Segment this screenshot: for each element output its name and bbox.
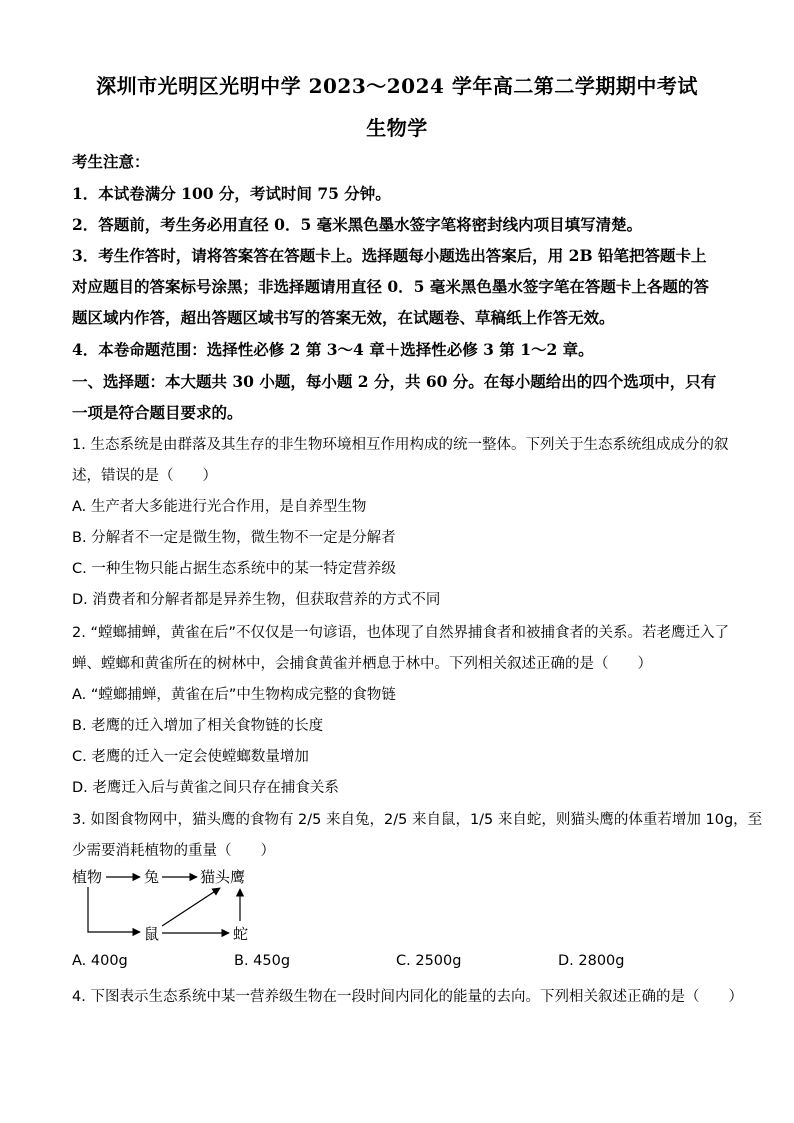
arrow-plant-to-mouse (88, 887, 140, 932)
q1-option-a: A. 生产者大多能进行光合作用，是自养型生物 (72, 499, 367, 515)
q3-option-b: B. 450g (234, 953, 291, 969)
q1-stem-line-1: 1. 生态系统是由群落及其生存的非生物环境相互作用构成的统一整体。下列关于生态系统组成成分的叙 (72, 437, 729, 453)
q2-stem-line-2: 蝉、螳螂和黄雀所在的树林中，会捕食黄雀并栖息于林中。下列相关叙述正确的是（ ） (72, 656, 652, 672)
notice-item-3: 3．考生作答时，请将答案答在答题卡上。选择题每小题选出答案后，用 2B 铅笔把答题卡上 (72, 246, 707, 265)
q2-stem-line-1: 2. “螳螂捕蝉，黄雀在后”不仅仅是一句谚语，也体现了自然界捕食者和被捕食者的关系。若老鹰迁入了 (72, 625, 729, 641)
q2-option-b: B. 老鹰的迁入增加了相关食物链的长度 (72, 718, 324, 734)
notice-item-4: 4．本卷命题范围：选择性必修 2 第 3～4 章＋选择性必修 3 第 1～2 章。 (72, 340, 594, 359)
notice-item-1: 1．本试卷满分 100 分，考试时间 75 分钟。 (72, 184, 391, 203)
notice-item-3-cont-2: 题区域内作答，超出答题区域书写的答案无效，在试题卷、草稿纸上作答无效。 (72, 308, 615, 327)
section-heading-line-1: 一、选择题：本大题共 30 小题，每小题 2 分，共 60 分。在每小题给出的四个选项中，只有 (72, 372, 717, 391)
node-snake: 蛇 (233, 925, 249, 943)
q3-option-d: D. 2800g (558, 953, 625, 969)
q2-option-d: D. 老鹰迁入后与黄雀之间只存在捕食关系 (72, 780, 339, 796)
notice-item-2: 2．答题前，考生务必用直径 0．5 毫米黑色墨水签字笔将密封线内项目填写清楚。 (72, 215, 643, 234)
q4-stem-line-1: 4. 下图表示生态系统中某一营养级生物在一段时间内同化的能量的去向。下列相关叙述正确的是（ ） (72, 989, 743, 1005)
node-plant: 植物 (72, 868, 103, 886)
q3-option-a: A. 400g (72, 953, 128, 969)
exam-title: 深圳市光明区光明中学 2023～2024 学年高二第二学期期中考试 (96, 74, 698, 98)
food-web-diagram (70, 866, 270, 944)
q3-option-c: C. 2500g (396, 953, 462, 969)
q1-option-d: D. 消费者和分解者都是异养生物，但获取营养的方式不同 (72, 592, 441, 608)
notice-item-3-cont-1: 对应题目的答案标号涂黑；非选择题请用直径 0．5 毫米黑色墨水签字笔在答题卡上各题的答 (72, 277, 709, 296)
node-rabbit: 兔 (144, 868, 160, 886)
node-owl: 猫头鹰 (200, 868, 246, 886)
section-heading-line-2: 一项是符合题目要求的。 (72, 403, 243, 422)
q2-option-c: C. 老鹰的迁入一定会使螳螂数量增加 (72, 749, 309, 765)
q1-stem-line-2: 述，错误的是（ ） (72, 468, 217, 484)
q3-stem-line-1: 3. 如图食物网中，猫头鹰的食物有 2/5 来自兔，2/5 来自鼠，1/5 来自蛇，则猫头鹰的体重若增加 10g，至 (72, 812, 763, 828)
subject-title: 生物学 (366, 116, 428, 140)
q1-option-c: C. 一种生物只能占据生态系统中的某一特定营养级 (72, 561, 396, 577)
node-mouse: 鼠 (144, 925, 160, 943)
arrow-mouse-to-owl (162, 888, 220, 926)
q2-option-a: A. “螳螂捕蝉，黄雀在后”中生物构成完整的食物链 (72, 687, 396, 703)
notice-heading: 考生注意： (72, 152, 150, 171)
q3-stem-line-2: 少需要消耗植物的重量（ ） (72, 843, 275, 859)
q1-option-b: B. 分解者不一定是微生物，微生物不一定是分解者 (72, 530, 396, 546)
